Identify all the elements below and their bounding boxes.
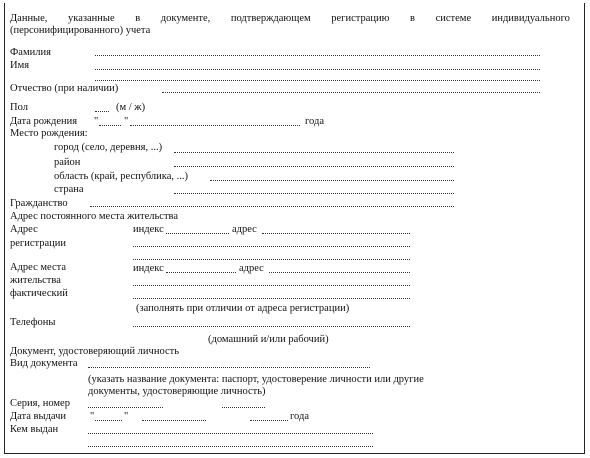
actual-address-label-1: Адрес места bbox=[10, 262, 66, 273]
series-number-label: Серия, номер bbox=[10, 398, 70, 409]
region-field[interactable] bbox=[210, 180, 454, 181]
year-label: года bbox=[305, 116, 324, 127]
reg-address-field-3[interactable] bbox=[133, 259, 410, 260]
name-field-cont[interactable] bbox=[95, 80, 540, 81]
quote-open: " bbox=[94, 116, 99, 127]
doc-type-field[interactable] bbox=[88, 367, 370, 368]
issue-month-field[interactable] bbox=[142, 420, 206, 421]
quote-close: " bbox=[124, 116, 129, 127]
actual-address-label-3: фактический bbox=[10, 288, 68, 299]
header-line-2: (персонифицированного) учета bbox=[10, 25, 151, 36]
birth-month-year-field[interactable] bbox=[130, 125, 300, 126]
phones-label: Телефоны bbox=[10, 317, 56, 328]
actual-address-label-2: жительства bbox=[10, 275, 61, 286]
issued-by-field-2[interactable] bbox=[88, 446, 373, 447]
id-document-label: Документ, удостоверяющий личность bbox=[10, 346, 179, 357]
phones-note: (домашний и/или рабочий) bbox=[208, 334, 329, 345]
header-word: индивидуального bbox=[491, 13, 570, 24]
region-label: область (край, республика, ...) bbox=[54, 171, 188, 182]
city-field[interactable] bbox=[174, 152, 454, 153]
actual-address-word: адрес bbox=[239, 263, 264, 274]
header-word: подтверждающем bbox=[230, 13, 311, 24]
birth-place-label: Место рождения: bbox=[10, 128, 88, 139]
district-field[interactable] bbox=[174, 166, 454, 167]
header-word: Данные, bbox=[10, 13, 48, 24]
country-label: страна bbox=[54, 184, 84, 195]
doc-note-2: документы, удостоверяющие личность) bbox=[88, 386, 266, 397]
actual-address-field[interactable] bbox=[269, 272, 410, 273]
header-word: в bbox=[135, 13, 141, 24]
actual-address-field-3[interactable] bbox=[133, 298, 410, 299]
sex-field[interactable] bbox=[95, 111, 109, 112]
series-field[interactable] bbox=[88, 407, 163, 408]
name-field[interactable] bbox=[95, 69, 540, 70]
header-word: документе, bbox=[160, 13, 211, 24]
issued-by-label: Кем выдан bbox=[10, 424, 59, 435]
surname-label: Фамилия bbox=[10, 47, 51, 58]
sex-label: Пол bbox=[10, 102, 28, 113]
issue-day-field[interactable] bbox=[95, 420, 122, 421]
actual-address-field-2[interactable] bbox=[133, 285, 410, 286]
patronymic-label: Отчество (при наличии) bbox=[10, 83, 119, 94]
reg-address-field[interactable] bbox=[262, 233, 410, 234]
birth-day-field[interactable] bbox=[99, 125, 121, 126]
citizenship-field[interactable] bbox=[90, 206, 454, 207]
city-label: город (село, деревня, ...) bbox=[54, 142, 163, 153]
name-label: Имя bbox=[10, 60, 30, 71]
header-word: системе bbox=[435, 13, 472, 24]
header-word: регистрацию bbox=[331, 13, 390, 24]
surname-field[interactable] bbox=[95, 55, 540, 56]
birth-date-label: Дата рождения bbox=[10, 116, 78, 127]
permanent-address-label: Адрес постоянного места жительства bbox=[10, 211, 179, 222]
number-field[interactable] bbox=[222, 407, 265, 408]
citizenship-label: Гражданство bbox=[10, 198, 68, 209]
doc-note-1: (указать название документа: паспорт, удостоверение личности или другие bbox=[88, 374, 424, 385]
issue-date-label: Дата выдачи bbox=[10, 411, 67, 422]
phones-field[interactable] bbox=[133, 326, 410, 327]
district-label: район bbox=[54, 157, 81, 168]
country-field[interactable] bbox=[174, 193, 454, 194]
header-word: в bbox=[410, 13, 416, 24]
issue-year-field[interactable] bbox=[250, 420, 288, 421]
reg-index-label: индекс bbox=[133, 224, 164, 235]
issue-quote-close: " bbox=[124, 411, 129, 422]
actual-index-field[interactable] bbox=[166, 272, 236, 273]
header-word: указанные bbox=[68, 13, 115, 24]
issued-by-field[interactable] bbox=[88, 433, 373, 434]
reg-address-field-2[interactable] bbox=[133, 246, 410, 247]
header-line-1 bbox=[10, 13, 570, 25]
patronymic-field[interactable] bbox=[162, 92, 540, 93]
doc-type-label: Вид документа bbox=[10, 358, 78, 369]
issue-year-label: года bbox=[290, 411, 309, 422]
reg-index-field[interactable] bbox=[166, 233, 229, 234]
sex-hint: (м / ж) bbox=[116, 102, 146, 113]
actual-address-note: (заполнять при отличии от адреса регистрации) bbox=[136, 303, 350, 314]
reg-address-label-1: Адрес bbox=[10, 224, 38, 235]
issue-quote-open: " bbox=[90, 411, 95, 422]
reg-address-label-2: регистрации bbox=[10, 238, 66, 249]
reg-address-word: адрес bbox=[232, 224, 257, 235]
actual-index-label: индекс bbox=[133, 263, 164, 274]
